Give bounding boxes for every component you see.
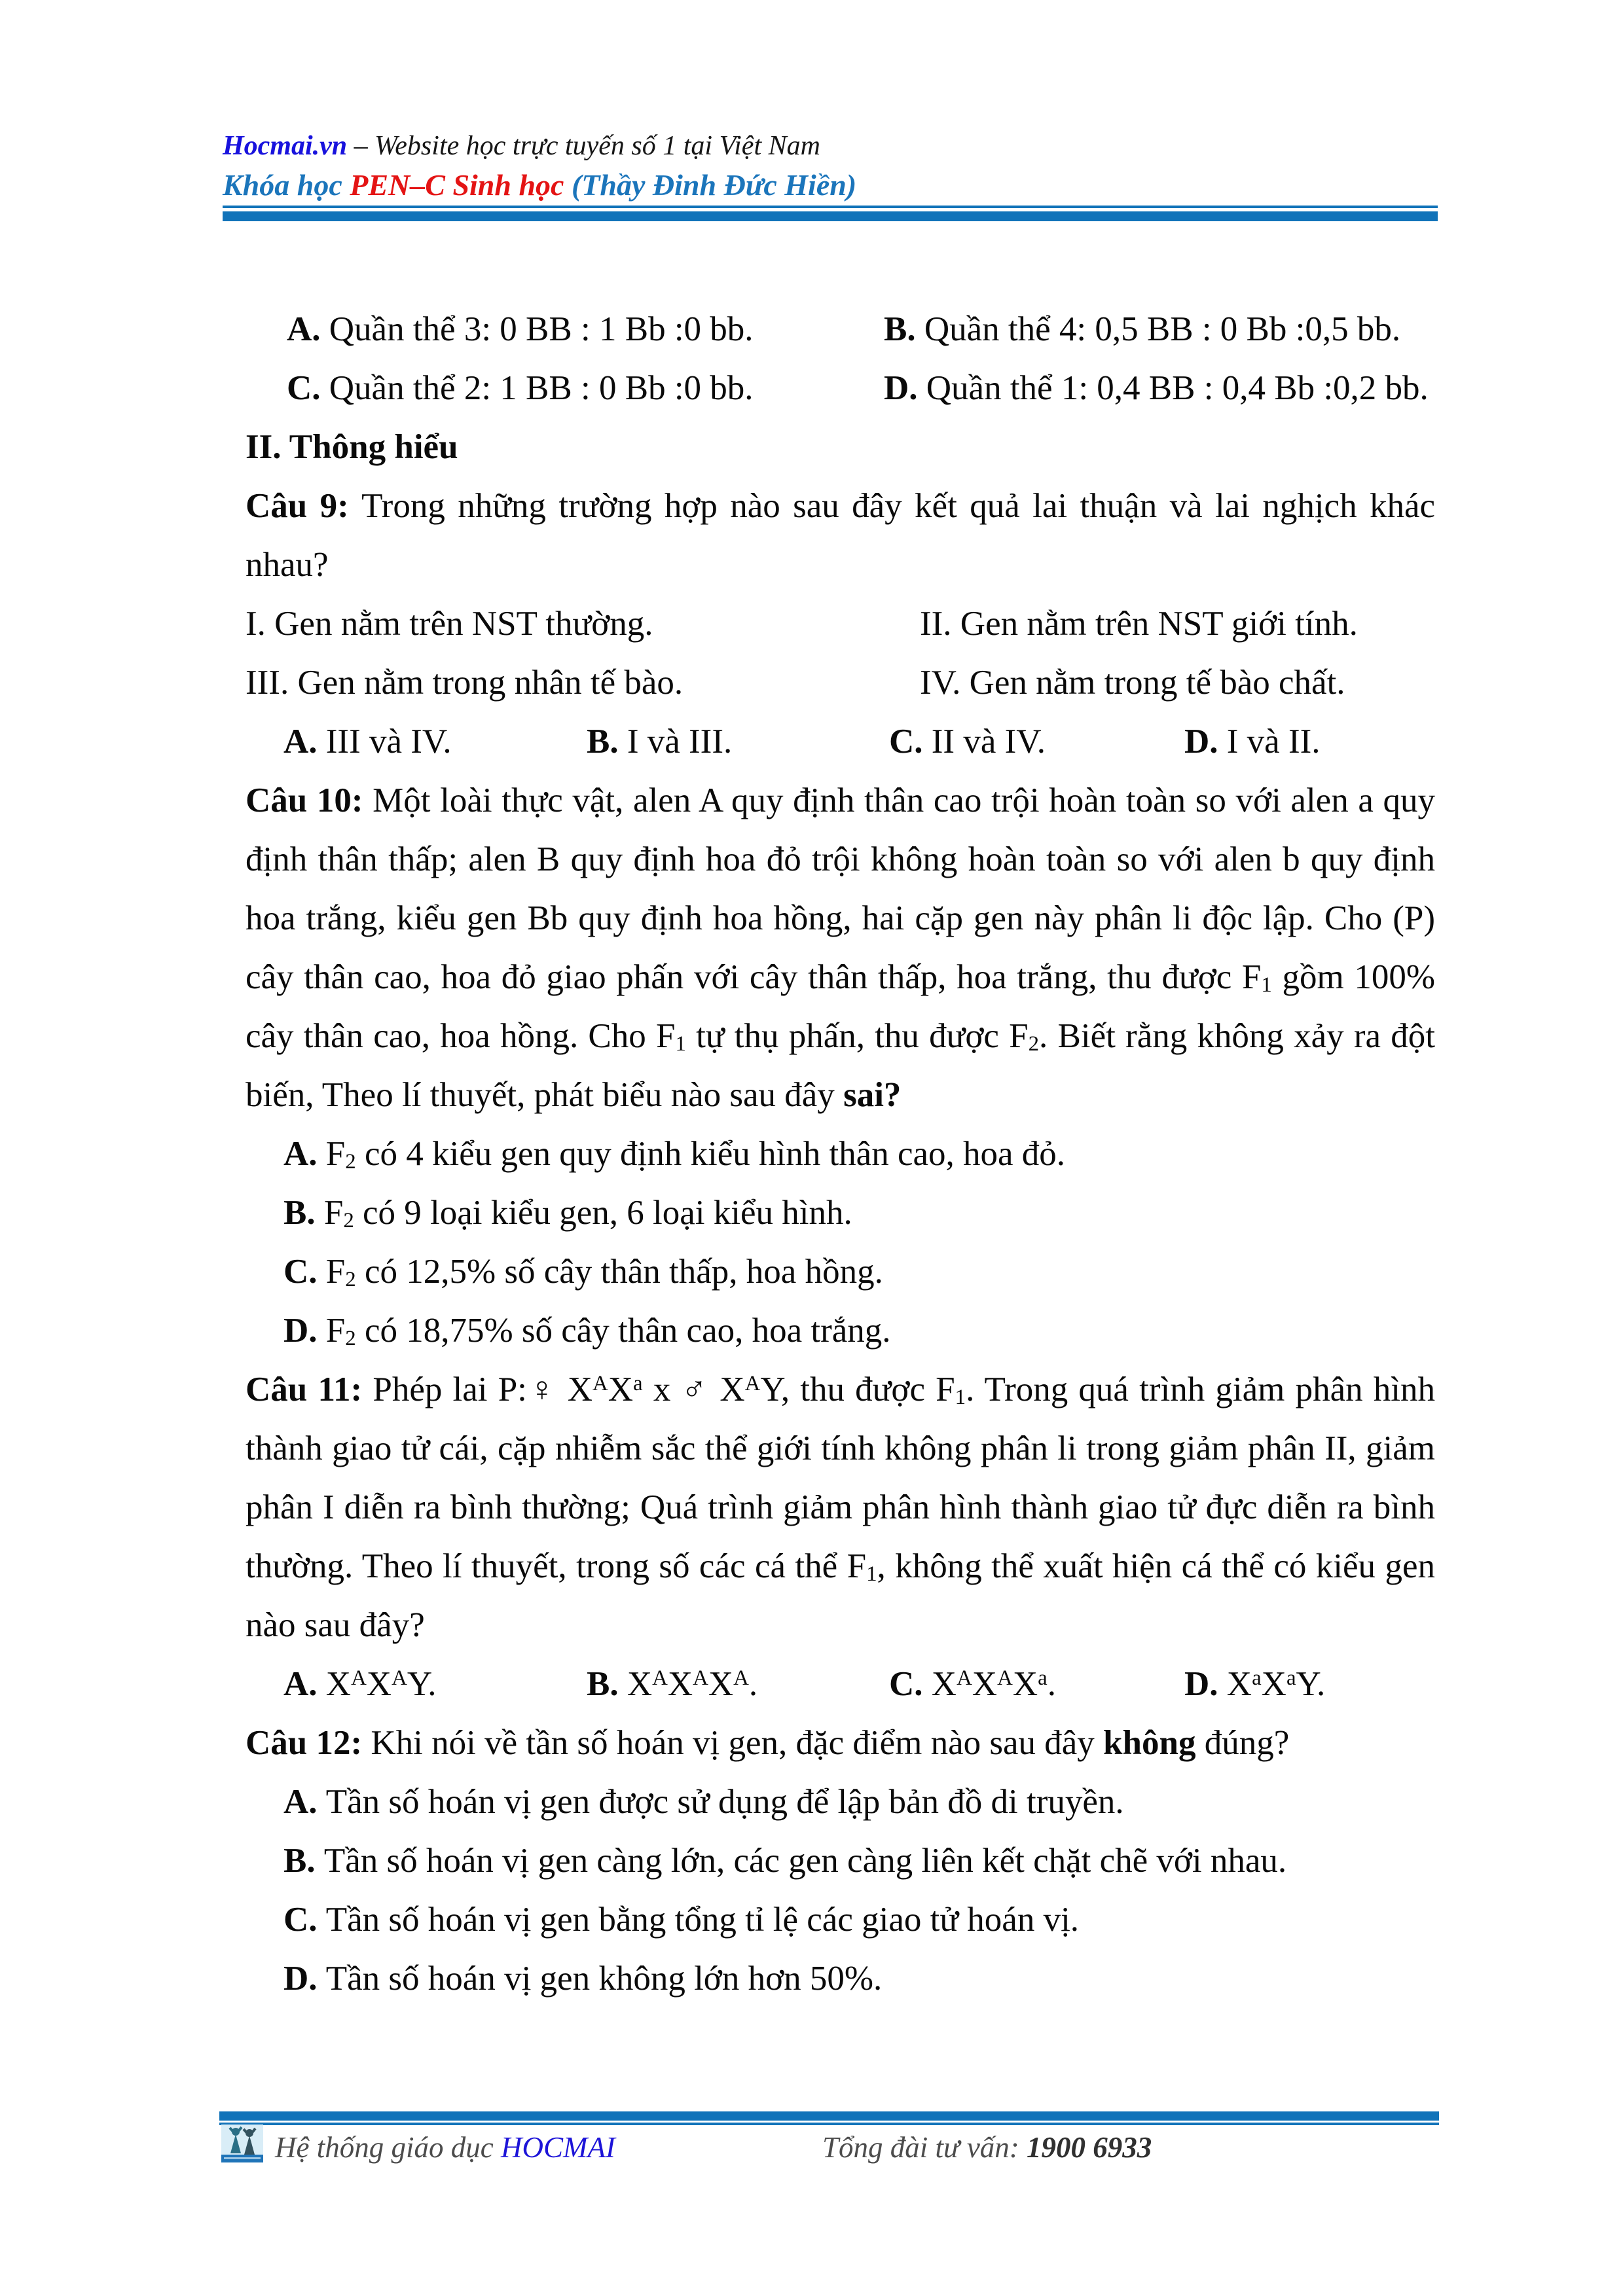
paragraph-line: thành giao tử cái, cặp nhiễm sắc thể giới tính không phân li trong giảm phân II, giảm — [246, 1429, 1435, 1467]
footer-organization — [275, 2128, 615, 2166]
course-name: PEN–C Sinh học — [350, 168, 572, 202]
option-cell: C. Quần thể 2: 1 BB : 0 Bb :0 bb. — [287, 369, 754, 407]
option-cell: D. Quần thể 1: 0,4 BB : 0,4 Bb :0,2 bb. — [884, 369, 1429, 407]
hotline-number: 1900 6933 — [1027, 2131, 1152, 2164]
site-name: Hocmai.vn — [223, 131, 348, 161]
option-line: A. $F_2$ có 4 kiểu gen quy định kiểu hình thân cao, hoa đỏ. — [283, 1135, 1066, 1174]
header-line-2 — [223, 168, 856, 203]
option-cell: III. Gen nằm trong nhân tế bào. — [246, 664, 684, 702]
option-cell: IV. Gen nằm trong tế bào chất. — [920, 664, 1345, 702]
paragraph-line: cây thân cao, hoa hồng. Cho $F_1$ tự thụ phấn, thu được $F_2$. Biết rằng không xảy ra đột — [246, 1017, 1435, 1056]
paragraph-line: hoa trắng, kiểu gen Bb quy định hoa hồng, hai cặp gen này phân li độc lập. Cho (P) — [246, 899, 1435, 937]
header-rule-thick — [223, 211, 1438, 221]
option-cell: D. $X^aX^aY$. — [1184, 1665, 1326, 1703]
org-name: HOCMAI — [500, 2131, 615, 2164]
paragraph-line: II. Thông hiểu — [246, 428, 458, 466]
option-line: C. Tần số hoán vị gen bằng tổng tỉ lệ các giao tử hoán vị. — [283, 1901, 1080, 1939]
option-line: D. Tần số hoán vị gen không lớn hơn 50%. — [283, 1960, 883, 1998]
option-cell: A. $X^AX^AY$. — [283, 1665, 437, 1703]
option-cell: B. $X^AX^AX^A$. — [587, 1665, 758, 1703]
paragraph-line: cây thân cao, hoa đỏ giao phấn với cây thân thấp, hoa trắng, thu được $F_1$ gồm 100% — [246, 958, 1436, 997]
option-cell: B. Quần thể 4: 0,5 BB : 0 Bb :0,5 bb. — [884, 310, 1401, 348]
option-cell: C. $X^AX^AX^a$. — [889, 1665, 1056, 1703]
option-cell: A. III và IV. — [283, 723, 452, 761]
site-tagline: – Website học trực tuyến số 1 tại Việt Nam — [347, 131, 820, 161]
option-cell: A. Quần thể 3: 0 BB : 1 Bb :0 bb. — [287, 310, 754, 348]
option-cell: B. I và III. — [587, 723, 733, 761]
paragraph-line: Câu 10: Một loài thực vật, alen A quy định thân cao trội hoàn toàn so với alen a quy — [246, 781, 1435, 819]
hocmai-logo — [221, 2125, 263, 2162]
paragraph-line: phân I diễn ra bình thường; Quá trình giảm phân hình thành giao tử đực diễn ra bình — [246, 1488, 1435, 1526]
option-line: C. $F_2$ có 12,5% số cây thân thấp, hoa hồng. — [283, 1253, 883, 1291]
paragraph-line: định thân thấp; alen B quy định hoa đỏ trội không hoàn toàn so với alen b quy định — [246, 840, 1435, 878]
footer-rule-thin — [219, 2123, 1439, 2125]
header-line-1 — [223, 130, 820, 162]
option-line: B. Tần số hoán vị gen càng lớn, các gen càng liên kết chặt chẽ với nhau. — [283, 1842, 1287, 1880]
paragraph-line: Câu 11: Phép lai P:♀ $X^AX^a$ x ♂ $X^AY$, thu được $F_1$. Trong quá trình giảm phân hình — [246, 1371, 1436, 1409]
course-teacher: (Thầy Đinh Đức Hiền) — [571, 168, 857, 202]
hotline-label: Tổng đài tư vấn: — [822, 2131, 1027, 2164]
org-prefix: Hệ thống giáo dục — [275, 2131, 501, 2164]
paragraph-line: nhau? — [246, 546, 329, 584]
paragraph-line: biến, Theo lí thuyết, phát biểu nào sau đây sai? — [246, 1076, 902, 1114]
header-rule-thin — [223, 206, 1438, 208]
option-line: D. $F_2$ có 18,75% số cây thân cao, hoa trắng. — [283, 1312, 891, 1350]
paragraph-line: Câu 12: Khi nói về tần số hoán vị gen, đặc điểm nào sau đây không đúng? — [246, 1724, 1290, 1762]
option-line: B. $F_2$ có 9 loại kiểu gen, 6 loại kiểu hình. — [283, 1194, 852, 1232]
paragraph-line: thường. Theo lí thuyết, trong số các cá thể $F_1$, không thể xuất hiện cá thể có kiểu gen — [246, 1547, 1435, 1586]
option-line: A. Tần số hoán vị gen được sử dụng để lập bản đồ di truyền. — [283, 1783, 1124, 1821]
course-prefix: Khóa học — [223, 168, 350, 202]
option-cell: C. II và IV. — [889, 723, 1046, 761]
paragraph-line: nào sau đây? — [246, 1606, 425, 1644]
option-cell: II. Gen nằm trên NST giới tính. — [920, 605, 1358, 643]
option-cell: D. I và II. — [1184, 723, 1321, 761]
option-cell: I. Gen nằm trên NST thường. — [246, 605, 653, 643]
footer-rule-thick — [219, 2111, 1439, 2121]
footer-hotline — [822, 2128, 1152, 2166]
paragraph-line: Câu 9: Trong những trường hợp nào sau đây kết quả lai thuận và lai nghịch khác — [246, 487, 1436, 525]
